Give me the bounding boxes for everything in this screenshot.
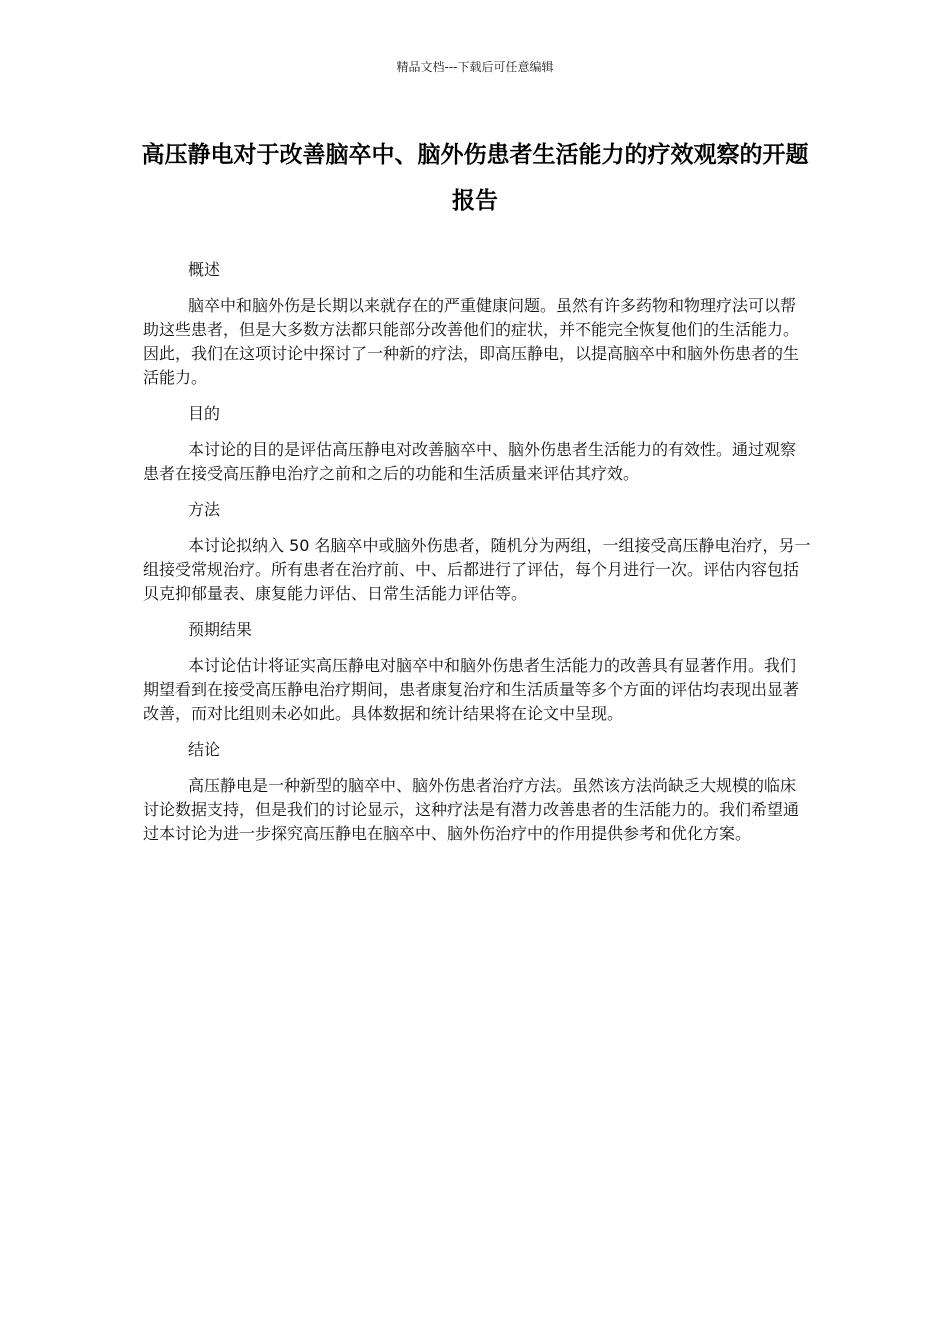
section-paragraph: 脑卒中和脑外伤是长期以来就存在的严重健康问题。虽然有许多药物和物理疗法可以帮助这些患者，但是大多数方法都只能部分改善他们的症状，并不能完全恢复他们的生活能力。因此，我们在这项讨论中探讨了一种新的疗法，即高压静电，以提高脑卒中和脑外伤患者的生活能力。 xyxy=(143,296,800,387)
section-heading: 预期结果 xyxy=(188,620,253,639)
section-methods xyxy=(143,498,811,606)
section-heading: 结论 xyxy=(188,740,221,759)
section-expected-results xyxy=(143,618,811,726)
header-note: 精品文档---下载后可任意编辑 xyxy=(396,60,554,74)
document-title: 高压静电对于改善脑卒中、脑外伤患者生活能力的疗效观察的开题报告 xyxy=(141,142,809,214)
section-conclusion xyxy=(143,738,811,846)
document-body xyxy=(143,258,811,858)
section-paragraph: 本讨论拟纳入 50 名脑卒中或脑外伤患者，随机分为两组，一组接受高压静电治疗，另一组接受常规治疗。所有患者在治疗前、中、后都进行了评估，每个月进行一次。评估内容包括贝克抑郁量表、康复能力评估、日常生活能力评估等。 xyxy=(143,536,811,603)
section-heading: 概述 xyxy=(188,260,221,279)
section-heading: 方法 xyxy=(188,500,221,519)
section-paragraph: 高压静电是一种新型的脑卒中、脑外伤患者治疗方法。虽然该方法尚缺乏大规模的临床讨论数据支持，但是我们的讨论显示，这种疗法是有潜力改善患者的生活能力的。我们希望通过本讨论为进一步探究高压静电在脑卒中、脑外伤治疗中的作用提供参考和优化方案。 xyxy=(143,776,800,843)
section-overview xyxy=(143,258,811,390)
section-paragraph: 本讨论估计将证实高压静电对脑卒中和脑外伤患者生活能力的改善具有显著作用。我们期望看到在接受高压静电治疗期间，患者康复治疗和生活质量等多个方面的评估均表现出显著改善，而对比组则未必如此。具体数据和统计结果将在论文中呈现。 xyxy=(143,656,800,723)
section-purpose xyxy=(143,402,811,486)
section-heading: 目的 xyxy=(188,404,221,423)
section-paragraph: 本讨论的目的是评估高压静电对改善脑卒中、脑外伤患者生活能力的有效性。通过观察患者在接受高压静电治疗之前和之后的功能和生活质量来评估其疗效。 xyxy=(143,440,797,483)
